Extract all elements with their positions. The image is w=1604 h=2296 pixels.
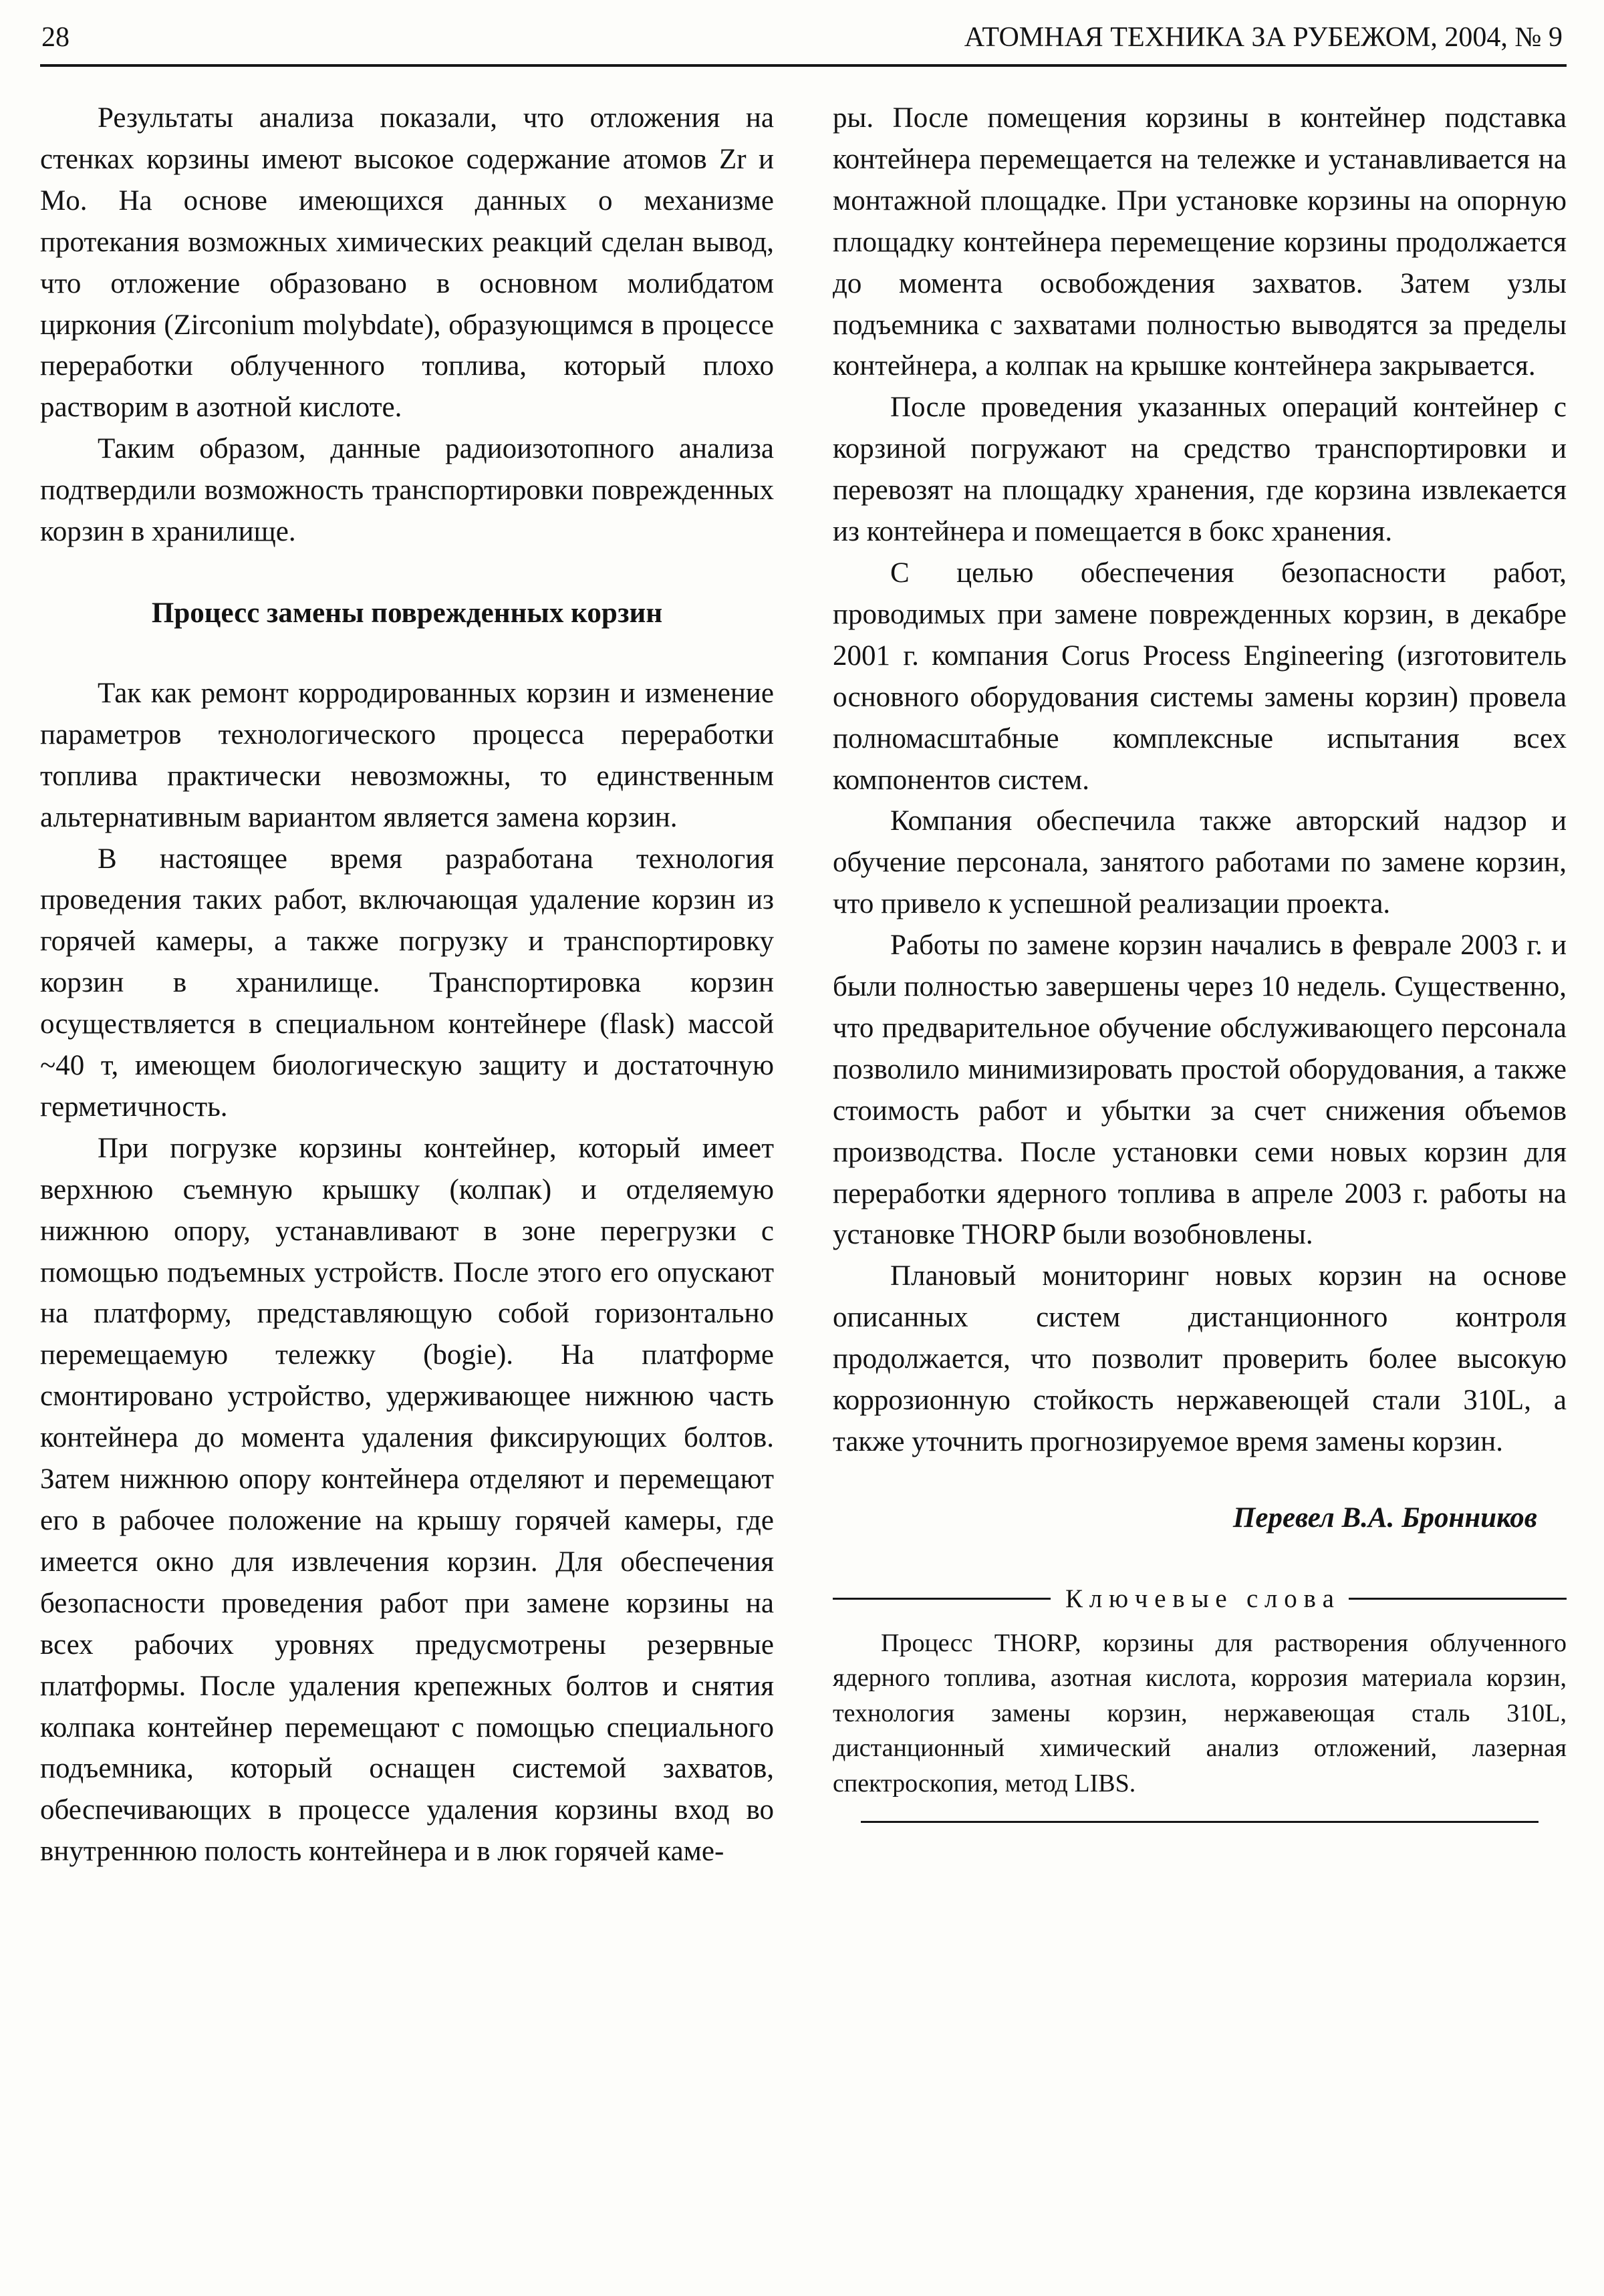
paragraph-monitoring: Плановый мониторинг новых корзин на основе описанных систем дистанционного контроля продолжается, что позволит проверить более высокую коррозионную стойкость нержавеющей стали 310L, а также уточнить прогнозируемое время замены корзин. [833,1260,1567,1457]
page-number: 28 [41,22,70,53]
paragraph-loading: При погрузке корзины контейнер, который имеет верхнюю съемную крышку (колпак) и отделяемую нижнюю опору, устанавливают в зоне перегрузки с помощью подъемных устройств. После этого его опускают на платформу, представляющую собой горизонтально перемещаемую тележку (bogie). На платформе смонтировано устройство, удерживающее нижнюю часть контейнера до момента удаления фиксирующих болтов. Затем нижнюю опору контейнера отделяют и перемещают его в рабочее положение на крышу горячей камеры, где имеется окно для извлечения корзин. Для обеспечения безопасности проведения работ при замене корзины на всех рабочих уровнях предусмотрены резервные платформы. После удаления крепежных болтов и снятия колпака контейнер перемещают с помощью специального подъемника, который оснащен системой захватов, обеспечивающих в процессе удаления корзины вход во внутреннюю полость контейнера и в люк горячей каме- [40,1132,774,1868]
keywords-rule-right [1349,1598,1567,1600]
journal-title: АТОМНАЯ ТЕХНИКА ЗА РУБЕЖОМ, 2004, № 9 [964,22,1563,53]
keywords-section [833,1580,1567,1823]
translator-credit: Перевел В.А. Бронников [1232,1501,1537,1534]
section-heading: Процесс замены поврежденных корзин [151,597,663,629]
paragraph-safety: С целью обеспечения безопасности работ, проводимых при замене поврежденных корзин, в декабре 2001 г. компания Corus Process Engineering (изготовитель основного оборудования системы замены корзин) провела полномасштабные комплексные испытания всех компонентов систем. [833,557,1567,796]
keywords-title-row [833,1580,1567,1618]
paragraph-technology: В настоящее время разработана технология проведения таких работ, включающая удаление корзин из горячей камеры, а также погрузку и транспортировку корзин в хранилище. Транспортировка корзин осуществляется в специальном контейнере (flask) массой ~40 т, имеющем биологическую защиту и достаточную герметичность. [40,843,774,1123]
paragraph-works: Работы по замене корзин начались в феврале 2003 г. и были полностью завершены через 10 недель. Существенно, что предварительное обучение обслуживающего персонала позволило минимизировать простой оборудования, а также стоимость работ и убытки за счет снижения объемов производства. После установки семи новых корзин для переработки ядерного топлива в апреле 2003 г. работы на установке THORP были возобновлены. [833,929,1567,1251]
page-header [40,17,1567,64]
paragraph-repair: Так как ремонт корродированных корзин и изменение параметров технологического процесса переработки топлива практически невозможны, то единственным альтернативным вариантом является замена корзин. [40,677,774,833]
keywords-rule-left [833,1598,1051,1600]
keywords-text: Процесс THORP, корзины для растворения облученного ядерного топлива, азотная кислота, коррозия материала корзин, технология замены корзин, нержавеющая сталь 310L, дистанционный химический анализ отложений, лазерная спектроскопия, метод LIBS. [833,1628,1567,1798]
paragraph-results: Результаты анализа показали, что отложения на стенках корзины имеют высокое содержание атомов Zr и Mo. На основе имеющихся данных о механизме протекания возможных химических реакций сделан вывод, что отложение образовано в основном молибдатом циркония (Zirconium molybdate), образующимся в процессе переработки облученного топлива, который плохо растворим в азотной кислоте. [40,102,774,424]
paragraph-operations: После проведения указанных операций контейнер с корзиной погружают на средство транспортировки и перевозят на площадку хранения, где корзина извлекается из контейнера и помещается в бокс хранения. [833,392,1567,548]
paragraph-supervision: Компания обеспечила также авторский надзор и обучение персонала, занятого работами по замене корзин, что привело к успешной реализации проекта. [833,805,1567,920]
article-body [40,98,1567,1872]
paragraph-conclusion: Таким образом, данные радиоизотопного анализа подтвердили возможность транспортировки поврежденных корзин в хранилище. [40,433,774,548]
left-column [40,98,774,1872]
header-rule [40,64,1567,67]
paragraph-continuation: ры. После помещения корзины в контейнер подставка контейнера перемещается на тележке и устанавливается на монтажной площадке. При установке корзины на опорную площадку контейнера перемещение корзины продолжается до момента освобождения захватов. Затем узлы подъемника с захватами полностью выводятся за пределы контейнера, а колпак на крышке контейнера закрывается. [833,102,1567,382]
keywords-bottom-rule [861,1821,1539,1823]
right-column [833,98,1567,1872]
keywords-title: К л ю ч е в ы е с л о в а [1065,1584,1334,1613]
